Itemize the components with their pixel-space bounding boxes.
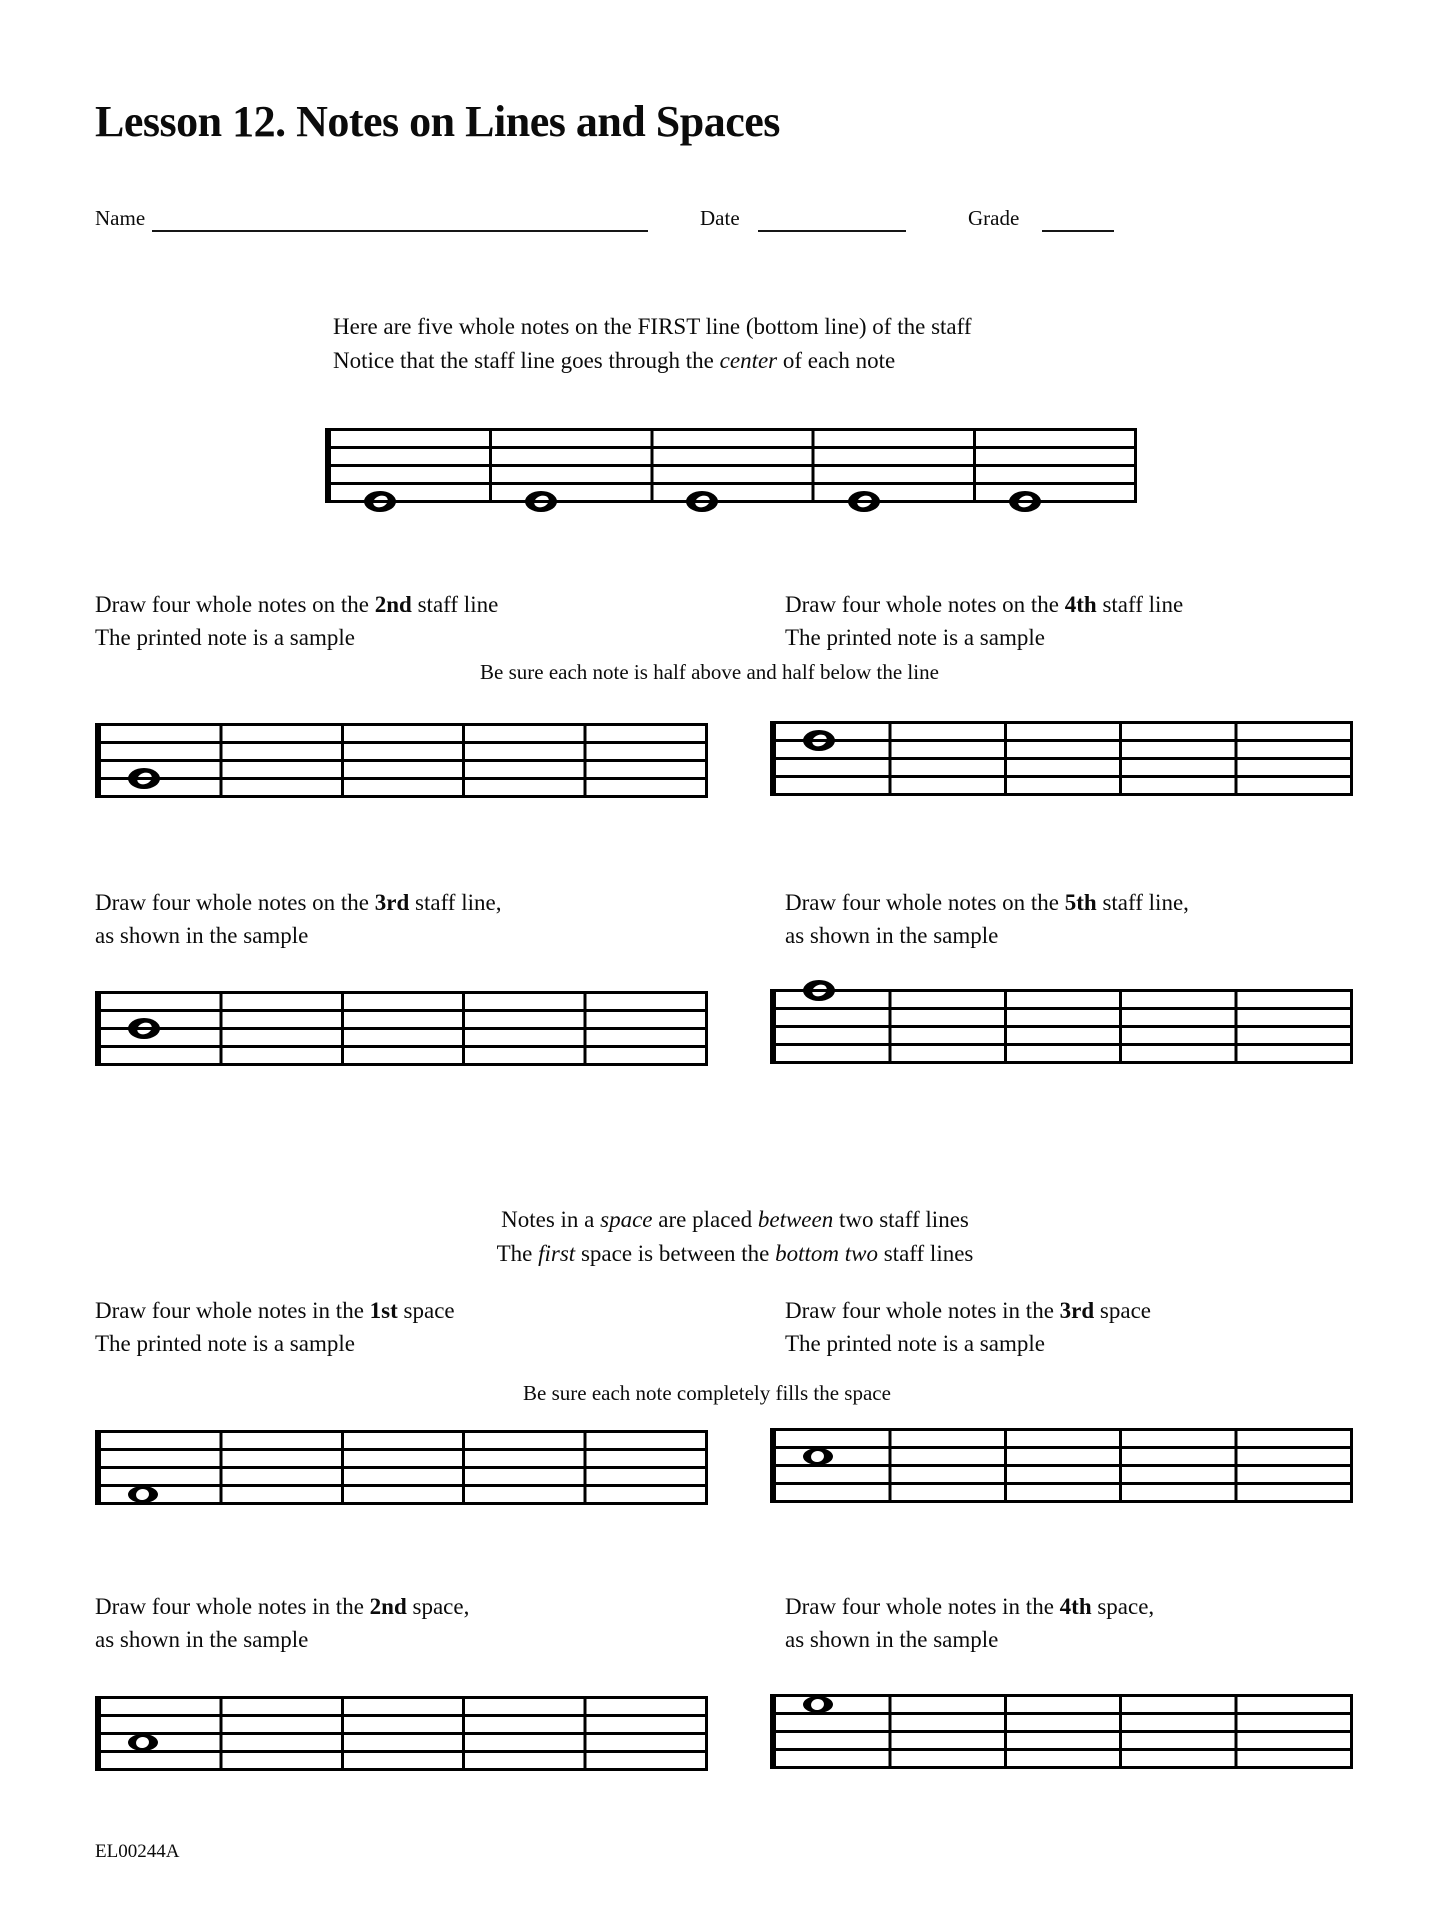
- whole-note-sample: [128, 1486, 158, 1503]
- instruction-4th-space: Draw four whole notes in the 4th space, as shown in the sample: [785, 1594, 1155, 1652]
- whole-note-sample: [803, 730, 835, 751]
- instruction-1st-space: Draw four whole notes in the 1st space The printed note is a sample: [95, 1298, 455, 1356]
- space-intro-line-1: Notes in a space are placed between two staff lines: [501, 1207, 969, 1232]
- catalog-number: EL00244A: [95, 1841, 180, 1862]
- whole-note: [848, 491, 880, 512]
- whole-note-sample: [128, 1018, 160, 1039]
- instruction-2nd-space: Draw four whole notes in the 2nd space, as shown in the sample: [95, 1594, 470, 1652]
- staff-5th-line: [770, 989, 1353, 1064]
- space-intro-line-2: The first space is between the bottom two staff lines: [496, 1241, 974, 1266]
- staff-3rd-line: [95, 991, 708, 1066]
- line-hint: Be sure each note is half above and half below the line: [480, 660, 939, 684]
- name-label: Name: [95, 206, 146, 230]
- space-hint: Be sure each note completely fills the space: [523, 1381, 891, 1405]
- whole-note: [525, 491, 557, 512]
- page-title: Lesson 12. Notes on Lines and Spaces: [95, 97, 780, 146]
- staff-demo-first-line: [325, 428, 1137, 503]
- date-blank-line: [758, 230, 906, 232]
- whole-note-sample: [803, 1448, 833, 1465]
- name-blank-line: [152, 230, 648, 232]
- whole-note-sample: [128, 1734, 158, 1751]
- instruction-5th-line: Draw four whole notes on the 5th staff line, as shown in the sample: [785, 890, 1189, 948]
- whole-note-sample: [803, 980, 835, 1001]
- staff-4th-space: [770, 1694, 1353, 1769]
- instruction-2nd-line: Draw four whole notes on the 2nd staff line The printed note is a sample: [95, 592, 499, 650]
- whole-note: [364, 491, 396, 512]
- staff-1st-space: [95, 1430, 708, 1505]
- intro-paragraph: [333, 310, 972, 378]
- intro-line-1: Here are five whole notes on the FIRST line (bottom line) of the staff: [333, 314, 972, 339]
- intro-line-2: Notice that the staff line goes through the center of each note: [333, 348, 896, 373]
- grade-label: Grade: [968, 206, 1020, 230]
- staff-2nd-space: [95, 1696, 708, 1771]
- staff-3rd-space: [770, 1428, 1353, 1503]
- grade-blank-line: [1042, 230, 1114, 232]
- whole-note: [1009, 491, 1041, 512]
- date-label: Date: [700, 206, 740, 230]
- staff-2nd-line: [95, 723, 708, 798]
- space-intro-paragraph: [25, 1203, 1445, 1271]
- whole-note: [686, 491, 718, 512]
- instruction-3rd-space: Draw four whole notes in the 3rd space The printed note is a sample: [785, 1298, 1151, 1356]
- instruction-4th-line: Draw four whole notes on the 4th staff line The printed note is a sample: [785, 592, 1184, 650]
- staff-4th-line: [770, 721, 1353, 796]
- whole-note-sample: [803, 1696, 833, 1713]
- instruction-3rd-line: Draw four whole notes on the 3rd staff line, as shown in the sample: [95, 890, 502, 948]
- whole-note-sample: [128, 768, 160, 789]
